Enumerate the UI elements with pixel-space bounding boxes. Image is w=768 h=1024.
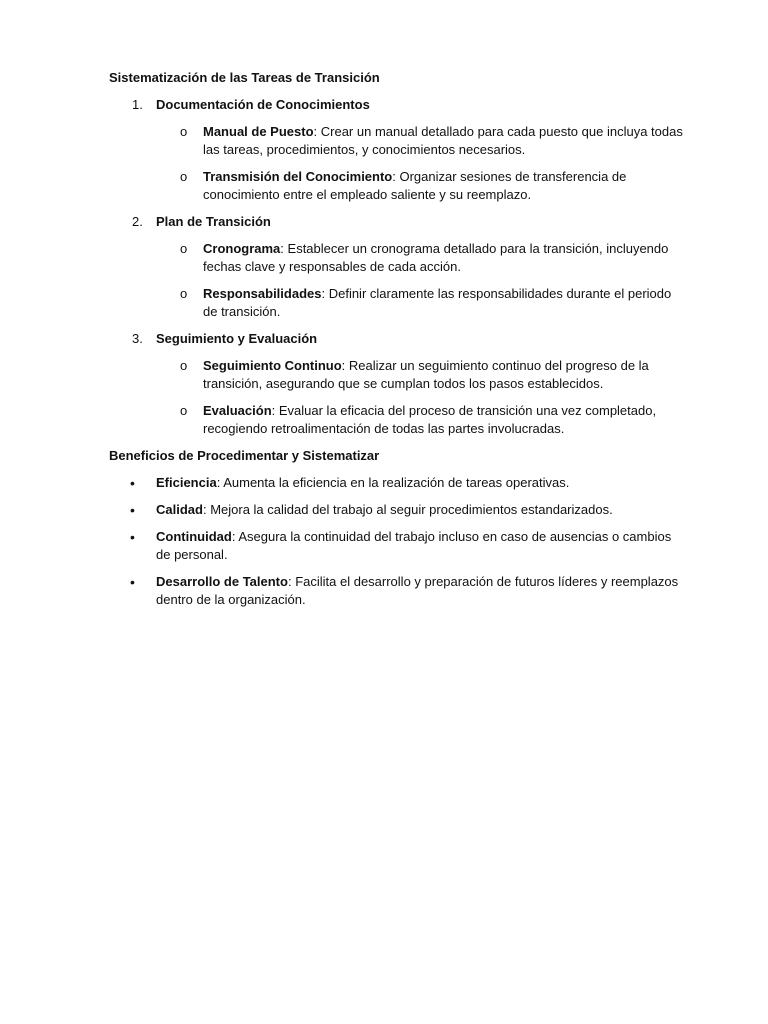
numbered-item-documentacion bbox=[109, 96, 684, 204]
numbered-item-title: Documentación de Conocimientos bbox=[156, 97, 370, 112]
sub-item-seguimiento-continuo bbox=[156, 357, 684, 393]
section-heading-beneficios: Beneficios de Procedimentar y Sistematizar bbox=[109, 448, 380, 463]
numbered-item-title: Plan de Transición bbox=[156, 214, 271, 229]
item-text: : Realizar un seguimiento continuo del progreso de la transición, asegurando que se cumplan todos los pasos establecidos. bbox=[203, 358, 649, 391]
circle-bullet-marker: o bbox=[180, 169, 188, 184]
list-number: 1. bbox=[132, 97, 143, 112]
bullet-dot-marker: • bbox=[130, 529, 135, 545]
bullet-item-calidad bbox=[109, 501, 684, 519]
numbered-item-title: Seguimiento y Evaluación bbox=[156, 331, 318, 346]
bullet-dot-marker: • bbox=[130, 475, 135, 491]
sub-item-responsabilidades bbox=[156, 285, 684, 321]
item-term: Cronograma bbox=[203, 241, 281, 256]
item-text: : Evaluar la eficacia del proceso de transición una vez completado, recogiendo retroalimentación de todas las partes involucradas. bbox=[203, 403, 657, 436]
circle-bullet-marker: o bbox=[180, 286, 188, 301]
sub-item-cronograma bbox=[156, 240, 684, 276]
sub-item-manual-de-puesto bbox=[156, 123, 684, 159]
sub-list bbox=[156, 240, 684, 321]
bullet-item-desarrollo-de-talento bbox=[109, 573, 684, 609]
list-number: 3. bbox=[132, 331, 143, 346]
list-number: 2. bbox=[132, 214, 143, 229]
item-text: : Facilita el desarrollo y preparación de futuros líderes y reemplazos dentro de la organización. bbox=[156, 574, 679, 607]
numbered-item-plan-de-transicion bbox=[109, 213, 684, 321]
circle-bullet-marker: o bbox=[180, 358, 188, 373]
item-term: Desarrollo de Talento bbox=[156, 574, 288, 589]
circle-bullet-marker: o bbox=[180, 124, 188, 139]
item-text: : Organizar sesiones de transferencia de conocimiento entre el empleado saliente y su reemplazo. bbox=[203, 169, 627, 202]
bullet-dot-marker: • bbox=[130, 502, 135, 518]
item-text: : Crear un manual detallado para cada puesto que incluya todas las tareas, procedimientos, y conocimientos necesarios. bbox=[203, 124, 683, 157]
item-term: Eficiencia bbox=[156, 475, 217, 490]
bullet-dot-marker: • bbox=[130, 574, 135, 590]
item-term: Evaluación bbox=[203, 403, 272, 418]
sub-list bbox=[156, 357, 684, 438]
section-heading-sistematizacion: Sistematización de las Tareas de Transición bbox=[109, 70, 380, 85]
item-term: Manual de Puesto bbox=[203, 124, 314, 139]
circle-bullet-marker: o bbox=[180, 403, 188, 418]
bullet-item-eficiencia bbox=[109, 474, 684, 492]
sub-item-transmision bbox=[156, 168, 684, 204]
item-text: : Aumenta la eficiencia en la realización de tareas operativas. bbox=[216, 475, 570, 490]
sub-item-evaluacion bbox=[156, 402, 684, 438]
item-term: Seguimiento Continuo bbox=[203, 358, 342, 373]
item-term: Calidad bbox=[156, 502, 203, 517]
item-text: : Mejora la calidad del trabajo al seguir procedimientos estandarizados. bbox=[202, 502, 613, 517]
sub-list bbox=[156, 123, 684, 204]
item-term: Transmisión del Conocimiento bbox=[203, 169, 393, 184]
item-text: : Asegura la continuidad del trabajo incluso en caso de ausencias o cambios de personal. bbox=[156, 529, 672, 562]
numbered-item-seguimiento bbox=[109, 330, 684, 438]
item-term: Responsabilidades bbox=[203, 286, 322, 301]
document-body bbox=[109, 69, 684, 618]
bullet-item-continuidad bbox=[109, 528, 684, 564]
circle-bullet-marker: o bbox=[180, 241, 188, 256]
item-text: : Definir claramente las responsabilidades durante el periodo de transición. bbox=[203, 286, 672, 319]
item-term: Continuidad bbox=[156, 529, 232, 544]
item-text: : Establecer un cronograma detallado para la transición, incluyendo fechas clave y responsables de cada acción. bbox=[203, 241, 669, 274]
